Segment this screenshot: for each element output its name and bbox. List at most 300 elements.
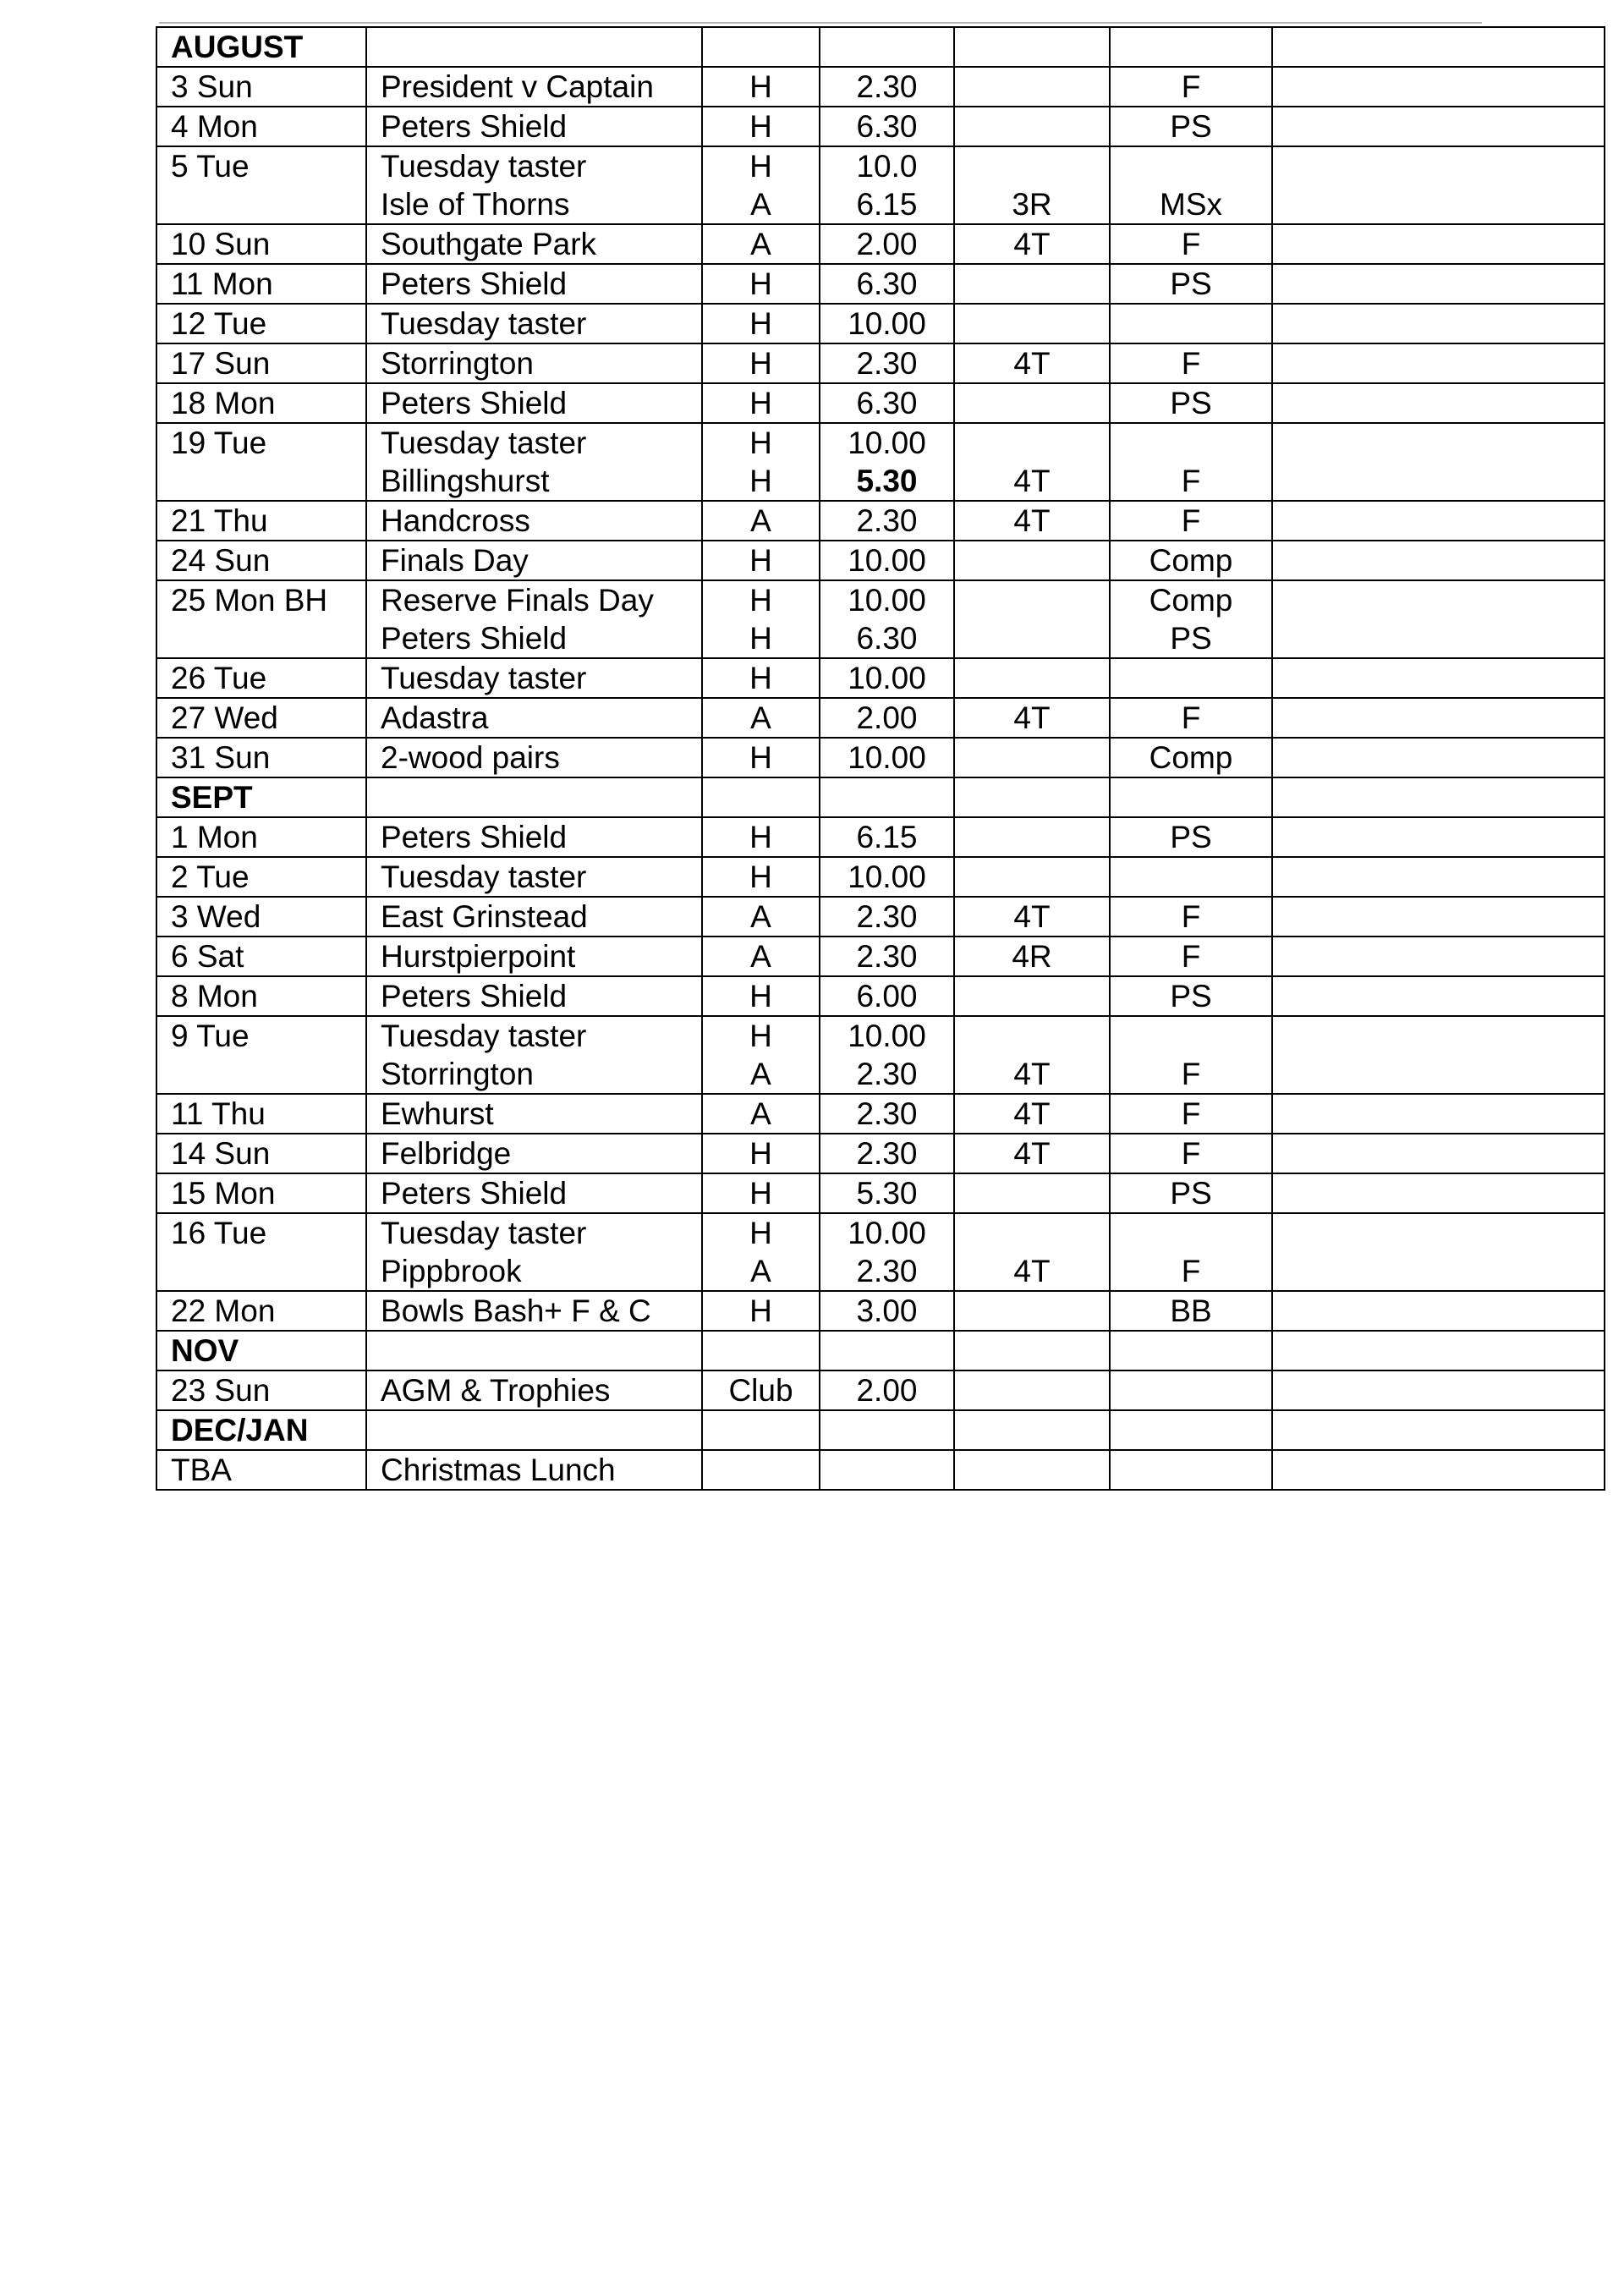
date-text: 9 Tue [171, 1019, 250, 1053]
date-cell [156, 1016, 366, 1094]
team-cell [954, 304, 1110, 343]
date-cell [156, 107, 366, 146]
time-cell [820, 1094, 954, 1134]
empty-cell [1272, 777, 1605, 817]
time-text: 2.30 [856, 939, 918, 974]
time-text: 6.30 [856, 621, 918, 656]
venue-cell [702, 501, 820, 541]
type-text [1124, 1017, 1258, 1055]
event-text: Bowls Bash+ F & C [381, 1294, 651, 1328]
date-text: 18 Mon [171, 386, 276, 420]
team-text: 4T [1013, 1057, 1051, 1091]
time-text: 2.30 [856, 69, 918, 104]
notes-cell [1272, 580, 1605, 658]
notes-cell [1272, 501, 1605, 541]
notes-cell [1272, 897, 1605, 937]
fixture-row [156, 580, 1605, 658]
fixture-row [156, 264, 1605, 304]
type-text [1124, 424, 1258, 462]
type-cell [1110, 1213, 1272, 1291]
time-cell [820, 304, 954, 343]
fixtures-body [156, 27, 1605, 1490]
event-cell [366, 976, 702, 1016]
team-text [968, 739, 1095, 777]
notes-cell [1272, 698, 1605, 738]
date-cell [156, 738, 366, 777]
time-cell [820, 857, 954, 897]
event-cell [366, 817, 702, 857]
date-cell [156, 541, 366, 580]
team-cell [954, 146, 1110, 224]
empty-cell [820, 777, 954, 817]
event-text: Peters Shield [381, 1176, 568, 1211]
type-text [1124, 659, 1258, 697]
date-cell [156, 1291, 366, 1331]
type-cell [1110, 264, 1272, 304]
event-text: Tuesday taster [381, 860, 587, 894]
event-cell [366, 658, 702, 698]
event-cell [366, 1094, 702, 1134]
event-cell [366, 937, 702, 976]
team-text [968, 68, 1095, 106]
team-text [968, 581, 1095, 619]
venue-text: H [749, 1294, 772, 1328]
venue-text: A [750, 939, 771, 974]
team-cell [954, 738, 1110, 777]
venue-cell [702, 67, 820, 107]
type-text: F [1181, 1136, 1201, 1171]
type-cell [1110, 976, 1272, 1016]
team-cell [954, 937, 1110, 976]
notes-cell [1272, 817, 1605, 857]
team-cell [954, 897, 1110, 937]
empty-cell [1272, 1410, 1605, 1450]
date-text: 24 Sun [171, 543, 271, 578]
event-text: Peters Shield [381, 266, 568, 301]
team-text [968, 619, 1095, 657]
team-cell [954, 264, 1110, 304]
empty-cell [820, 1331, 954, 1370]
venue-cell [702, 937, 820, 976]
venue-text: H [749, 740, 772, 775]
venue-cell [702, 1291, 820, 1331]
event-text: Storrington [381, 1057, 534, 1091]
team-text: 4T [1013, 503, 1051, 538]
event-text: Christmas Lunch [381, 1453, 616, 1487]
date-text: 10 Sun [171, 227, 271, 261]
event-cell [366, 1134, 702, 1173]
venue-cell [702, 1016, 820, 1094]
team-text [968, 858, 1095, 896]
team-text [968, 1174, 1095, 1212]
team-text [968, 1451, 1095, 1489]
venue-cell [702, 658, 820, 698]
date-text: 5 Tue [171, 149, 250, 184]
type-cell [1110, 897, 1272, 937]
venue-cell [702, 146, 820, 224]
team-text: 4R [1012, 939, 1052, 974]
team-text [968, 659, 1095, 697]
type-cell [1110, 146, 1272, 224]
team-cell [954, 698, 1110, 738]
type-text [1124, 1214, 1258, 1252]
time-cell [820, 541, 954, 580]
time-cell [820, 67, 954, 107]
empty-cell [1110, 1331, 1272, 1370]
time-cell [820, 224, 954, 264]
date-text: 8 Mon [171, 979, 258, 1013]
team-cell [954, 383, 1110, 423]
date-text: 4 Mon [171, 109, 258, 144]
time-cell [820, 1450, 954, 1490]
time-cell [820, 698, 954, 738]
date-cell [156, 224, 366, 264]
month-cell: NOV [156, 1331, 366, 1370]
fixture-row [156, 383, 1605, 423]
month-cell: AUGUST [156, 27, 366, 67]
venue-text: H [749, 149, 772, 184]
date-text: 25 Mon BH [171, 583, 328, 618]
venue-cell [702, 264, 820, 304]
venue-cell [702, 976, 820, 1016]
venue-cell [702, 1450, 820, 1490]
date-cell [156, 698, 366, 738]
team-cell [954, 1213, 1110, 1291]
venue-cell [702, 857, 820, 897]
fixture-row [156, 698, 1605, 738]
event-text: Peters Shield [381, 621, 568, 656]
event-text: Tuesday taster [381, 661, 587, 695]
date-text: 6 Sat [171, 939, 244, 974]
type-cell [1110, 541, 1272, 580]
date-text: 31 Sun [171, 740, 271, 775]
event-text: East Grinstead [381, 899, 588, 934]
time-text [834, 1451, 940, 1489]
date-cell [156, 658, 366, 698]
team-cell [954, 1173, 1110, 1213]
empty-cell [702, 27, 820, 67]
type-cell [1110, 343, 1272, 383]
time-text: 2.30 [856, 1096, 918, 1131]
venue-text: H [749, 464, 772, 498]
time-text: 5.30 [856, 1176, 918, 1211]
time-text: 10.0 [856, 149, 918, 184]
venue-text: A [750, 899, 771, 934]
date-text: 23 Sun [171, 1373, 271, 1408]
fixture-row [156, 501, 1605, 541]
venue-cell [702, 423, 820, 501]
type-text: PS [1170, 386, 1212, 420]
event-text: Handcross [381, 503, 530, 538]
type-cell [1110, 304, 1272, 343]
date-cell [156, 383, 366, 423]
type-text: MSx [1160, 187, 1222, 222]
empty-cell [820, 27, 954, 67]
venue-text: A [750, 187, 771, 222]
venue-cell [702, 817, 820, 857]
venue-cell [702, 738, 820, 777]
empty-cell [702, 777, 820, 817]
team-cell [954, 67, 1110, 107]
event-text: Hurstpierpoint [381, 939, 576, 974]
event-cell [366, 1291, 702, 1331]
notes-cell [1272, 857, 1605, 897]
venue-cell [702, 1134, 820, 1173]
date-text: 19 Tue [171, 426, 267, 460]
empty-cell [1272, 27, 1605, 67]
type-cell [1110, 817, 1272, 857]
event-cell [366, 67, 702, 107]
fixture-row [156, 1291, 1605, 1331]
team-text: 4T [1013, 464, 1051, 498]
date-cell [156, 1134, 366, 1173]
empty-cell [954, 1331, 1110, 1370]
time-text: 6.30 [856, 266, 918, 301]
time-text: 5.30 [856, 464, 918, 498]
date-text: 1 Mon [171, 820, 258, 854]
empty-cell [820, 1410, 954, 1450]
month-header-row [156, 27, 1605, 67]
time-cell [820, 146, 954, 224]
time-cell [820, 1213, 954, 1291]
month-cell: DEC/JAN [156, 1410, 366, 1450]
time-text: 2.30 [856, 1057, 918, 1091]
time-text: 10.00 [848, 1019, 926, 1053]
date-cell [156, 857, 366, 897]
date-cell [156, 304, 366, 343]
venue-cell [702, 304, 820, 343]
fixtures-table [156, 26, 1605, 1491]
event-text: Tuesday taster [381, 306, 587, 341]
fixture-row [156, 224, 1605, 264]
venue-cell [702, 343, 820, 383]
time-cell [820, 1291, 954, 1331]
type-cell [1110, 224, 1272, 264]
empty-cell [954, 777, 1110, 817]
event-text: Tuesday taster [381, 426, 587, 460]
team-cell [954, 1134, 1110, 1173]
venue-cell [702, 580, 820, 658]
time-text: 2.00 [856, 1373, 918, 1408]
type-cell [1110, 1016, 1272, 1094]
venue-cell [702, 383, 820, 423]
date-text: 3 Wed [171, 899, 261, 934]
date-cell [156, 423, 366, 501]
notes-cell [1272, 383, 1605, 423]
team-cell [954, 1450, 1110, 1490]
team-cell [954, 224, 1110, 264]
venue-cell [702, 698, 820, 738]
venue-cell [702, 107, 820, 146]
venue-text: H [749, 69, 772, 104]
event-text: Adastra [381, 700, 489, 735]
time-text: 10.00 [848, 860, 926, 894]
team-cell [954, 1291, 1110, 1331]
team-cell [954, 976, 1110, 1016]
empty-cell [1110, 1410, 1272, 1450]
type-cell [1110, 1370, 1272, 1410]
type-cell [1110, 857, 1272, 897]
type-cell [1110, 698, 1272, 738]
team-cell [954, 1370, 1110, 1410]
venue-text: H [749, 661, 772, 695]
time-text: 2.30 [856, 899, 918, 934]
time-cell [820, 1016, 954, 1094]
type-text: F [1181, 899, 1201, 934]
time-cell [820, 383, 954, 423]
event-cell [366, 224, 702, 264]
month-header-row [156, 1331, 1605, 1370]
notes-cell [1272, 1450, 1605, 1490]
venue-text: H [749, 1216, 772, 1250]
type-cell [1110, 580, 1272, 658]
venue-cell [702, 1370, 820, 1410]
time-text: 6.30 [856, 386, 918, 420]
venue-cell [702, 897, 820, 937]
type-text: PS [1170, 1176, 1212, 1211]
page-top-rule [159, 22, 1482, 24]
venue-text: H [749, 1019, 772, 1053]
empty-cell [702, 1331, 820, 1370]
date-text: 15 Mon [171, 1176, 276, 1211]
fixture-row [156, 1370, 1605, 1410]
fixture-row [156, 146, 1605, 224]
team-text [968, 818, 1095, 856]
fixture-row [156, 738, 1605, 777]
team-text [968, 384, 1095, 422]
type-text: PS [1170, 109, 1212, 144]
notes-cell [1272, 1094, 1605, 1134]
event-cell [366, 1213, 702, 1291]
empty-cell [1272, 1331, 1605, 1370]
time-text: 2.00 [856, 227, 918, 261]
event-text: Southgate Park [381, 227, 597, 261]
date-cell [156, 1094, 366, 1134]
date-cell [156, 897, 366, 937]
type-cell [1110, 1450, 1272, 1490]
type-cell [1110, 1134, 1272, 1173]
time-cell [820, 1134, 954, 1173]
date-text: 26 Tue [171, 661, 267, 695]
type-cell [1110, 1291, 1272, 1331]
notes-cell [1272, 738, 1605, 777]
event-text: Billingshurst [381, 464, 550, 498]
event-cell [366, 383, 702, 423]
time-text: 6.15 [856, 820, 918, 854]
venue-text: A [750, 1057, 771, 1091]
event-text: Tuesday taster [381, 149, 587, 184]
type-cell [1110, 107, 1272, 146]
fixture-row [156, 1173, 1605, 1213]
type-text: Comp [1149, 583, 1233, 618]
event-text: Felbridge [381, 1136, 512, 1171]
month-header-row [156, 777, 1605, 817]
event-text: AGM & Trophies [381, 1373, 611, 1408]
time-text: 2.30 [856, 503, 918, 538]
time-text: 2.30 [856, 1254, 918, 1288]
team-cell [954, 658, 1110, 698]
notes-cell [1272, 224, 1605, 264]
venue-text: H [749, 266, 772, 301]
venue-text: H [749, 1176, 772, 1211]
event-text: President v Captain [381, 69, 654, 104]
notes-cell [1272, 937, 1605, 976]
type-text: F [1181, 939, 1201, 974]
notes-cell [1272, 304, 1605, 343]
time-cell [820, 1370, 954, 1410]
team-text [968, 265, 1095, 303]
empty-cell [954, 1410, 1110, 1450]
event-cell [366, 343, 702, 383]
date-cell [156, 501, 366, 541]
date-text: 16 Tue [171, 1216, 267, 1250]
time-cell [820, 1173, 954, 1213]
type-text: Comp [1149, 740, 1233, 775]
date-text: 27 Wed [171, 700, 278, 735]
team-cell [954, 857, 1110, 897]
time-text: 2.30 [856, 1136, 918, 1171]
date-cell [156, 1370, 366, 1410]
venue-text: H [749, 860, 772, 894]
date-cell [156, 1173, 366, 1213]
time-text: 10.00 [848, 661, 926, 695]
event-text: Storrington [381, 346, 534, 381]
notes-cell [1272, 67, 1605, 107]
notes-cell [1272, 343, 1605, 383]
date-text: 11 Mon [171, 266, 273, 301]
time-text: 6.15 [856, 187, 918, 222]
event-cell [366, 857, 702, 897]
time-text: 10.00 [848, 740, 926, 775]
fixture-row [156, 1134, 1605, 1173]
month-cell: SEPT [156, 777, 366, 817]
event-cell [366, 580, 702, 658]
time-text: 10.00 [848, 543, 926, 578]
team-text: 4T [1013, 1254, 1051, 1288]
date-text: 22 Mon [171, 1294, 276, 1328]
time-cell [820, 423, 954, 501]
event-cell [366, 264, 702, 304]
event-text: Pippbrook [381, 1254, 522, 1288]
time-cell [820, 937, 954, 976]
event-cell [366, 698, 702, 738]
empty-cell [366, 777, 702, 817]
notes-cell [1272, 1291, 1605, 1331]
fixture-row [156, 658, 1605, 698]
team-text: 4T [1013, 346, 1051, 381]
empty-cell [1110, 27, 1272, 67]
venue-text: H [749, 583, 772, 618]
venue-text: H [749, 543, 772, 578]
empty-cell [366, 1410, 702, 1450]
venue-text: A [750, 1254, 771, 1288]
type-text: F [1181, 346, 1201, 381]
team-cell [954, 343, 1110, 383]
notes-cell [1272, 1173, 1605, 1213]
time-cell [820, 658, 954, 698]
venue-cell [702, 1213, 820, 1291]
notes-cell [1272, 1213, 1605, 1291]
venue-text [716, 1451, 805, 1489]
fixture-row [156, 304, 1605, 343]
fixture-row [156, 541, 1605, 580]
type-cell [1110, 67, 1272, 107]
time-text: 3.00 [856, 1294, 918, 1328]
date-cell [156, 146, 366, 224]
venue-text: A [750, 700, 771, 735]
time-cell [820, 580, 954, 658]
team-cell [954, 501, 1110, 541]
